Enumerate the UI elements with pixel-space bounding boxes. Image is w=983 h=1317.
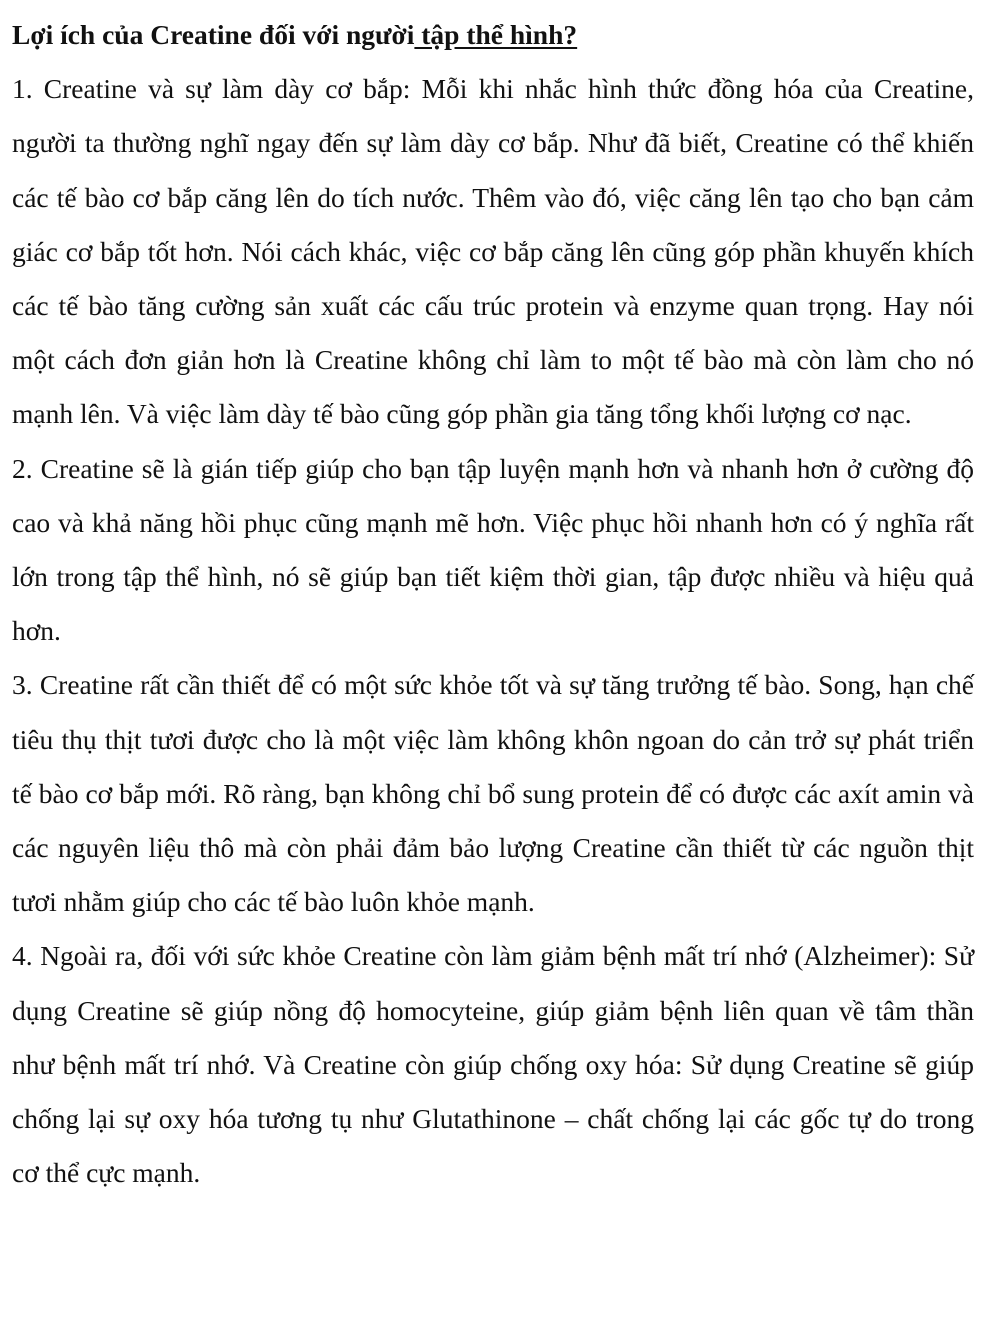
paragraph-2: 2. Creatine sẽ là gián tiếp giúp cho bạn tập luyện mạnh hơn và nhanh hơn ở cường độ cao và khả năng hồi phục cũng mạnh mẽ hơn. Việc phục hồi nhanh hơn có ý nghĩa rất lớn trong tập thể hình, nó sẽ giúp bạn tiết kiệm thời gian, tập được nhiều và hiệu quả hơn. xyxy=(12,452,974,647)
paragraph-4: 4. Ngoài ra, đối với sức khỏe Creatine còn làm giảm bệnh mất trí nhớ (Alzheimer): Sử dụng Creatine sẽ giúp nồng độ homocyteine, giúp giảm bệnh liên quan về tâm thần như bệnh mất trí nhớ. Và Creatine còn giúp chống oxy hóa: Sử dụng Creatine sẽ giúp chống lại sự oxy hóa tương tụ như Glutathinone – chất chống lại các gốc tự do trong cơ thể cực mạnh. xyxy=(12,940,974,1189)
title-underlined-text: tập thể hình? xyxy=(414,19,578,50)
paragraph-3: 3. Creatine rất cần thiết để có một sức khỏe tốt và sự tăng trưởng tế bào. Song, hạn chế tiêu thụ thịt tươi được cho là một việc làm không khôn ngoan do cản trở sự phát triển tế bào cơ bắp mới. Rõ ràng, bạn không chỉ bổ sung protein để có được các axít amin và các nguyên liệu thô mà còn phải đảm bảo lượng Creatine cần thiết từ các nguồn thịt tươi nhằm giúp cho các tế bào luôn khỏe mạnh. xyxy=(12,669,974,918)
paragraph-1: 1. Creatine và sự làm dày cơ bắp: Mỗi khi nhắc hình thức đồng hóa của Creatine, người ta thường nghĩ ngay đến sự làm dày cơ bắp. Như đã biết, Creatine có thể khiến các tế bào cơ bắp căng lên do tích nước. Thêm vào đó, việc căng lên tạo cho bạn cảm giác cơ bắp tốt hơn. Nói cách khác, việc cơ bắp căng lên cũng góp phần khuyến khích các tế bào tăng cường sản xuất các cấu trúc protein và enzyme quan trọng. Hay nói một cách đơn giản hơn là Creatine không chỉ làm to một tế bào mà còn làm cho nó mạnh lên. Và việc làm dày tế bào cũng góp phần gia tăng tổng khối lượng cơ nạc. xyxy=(12,73,974,430)
document-body xyxy=(12,8,974,1200)
document-title xyxy=(12,8,974,62)
title-text: Lợi ích của Creatine đối với người xyxy=(12,19,415,50)
